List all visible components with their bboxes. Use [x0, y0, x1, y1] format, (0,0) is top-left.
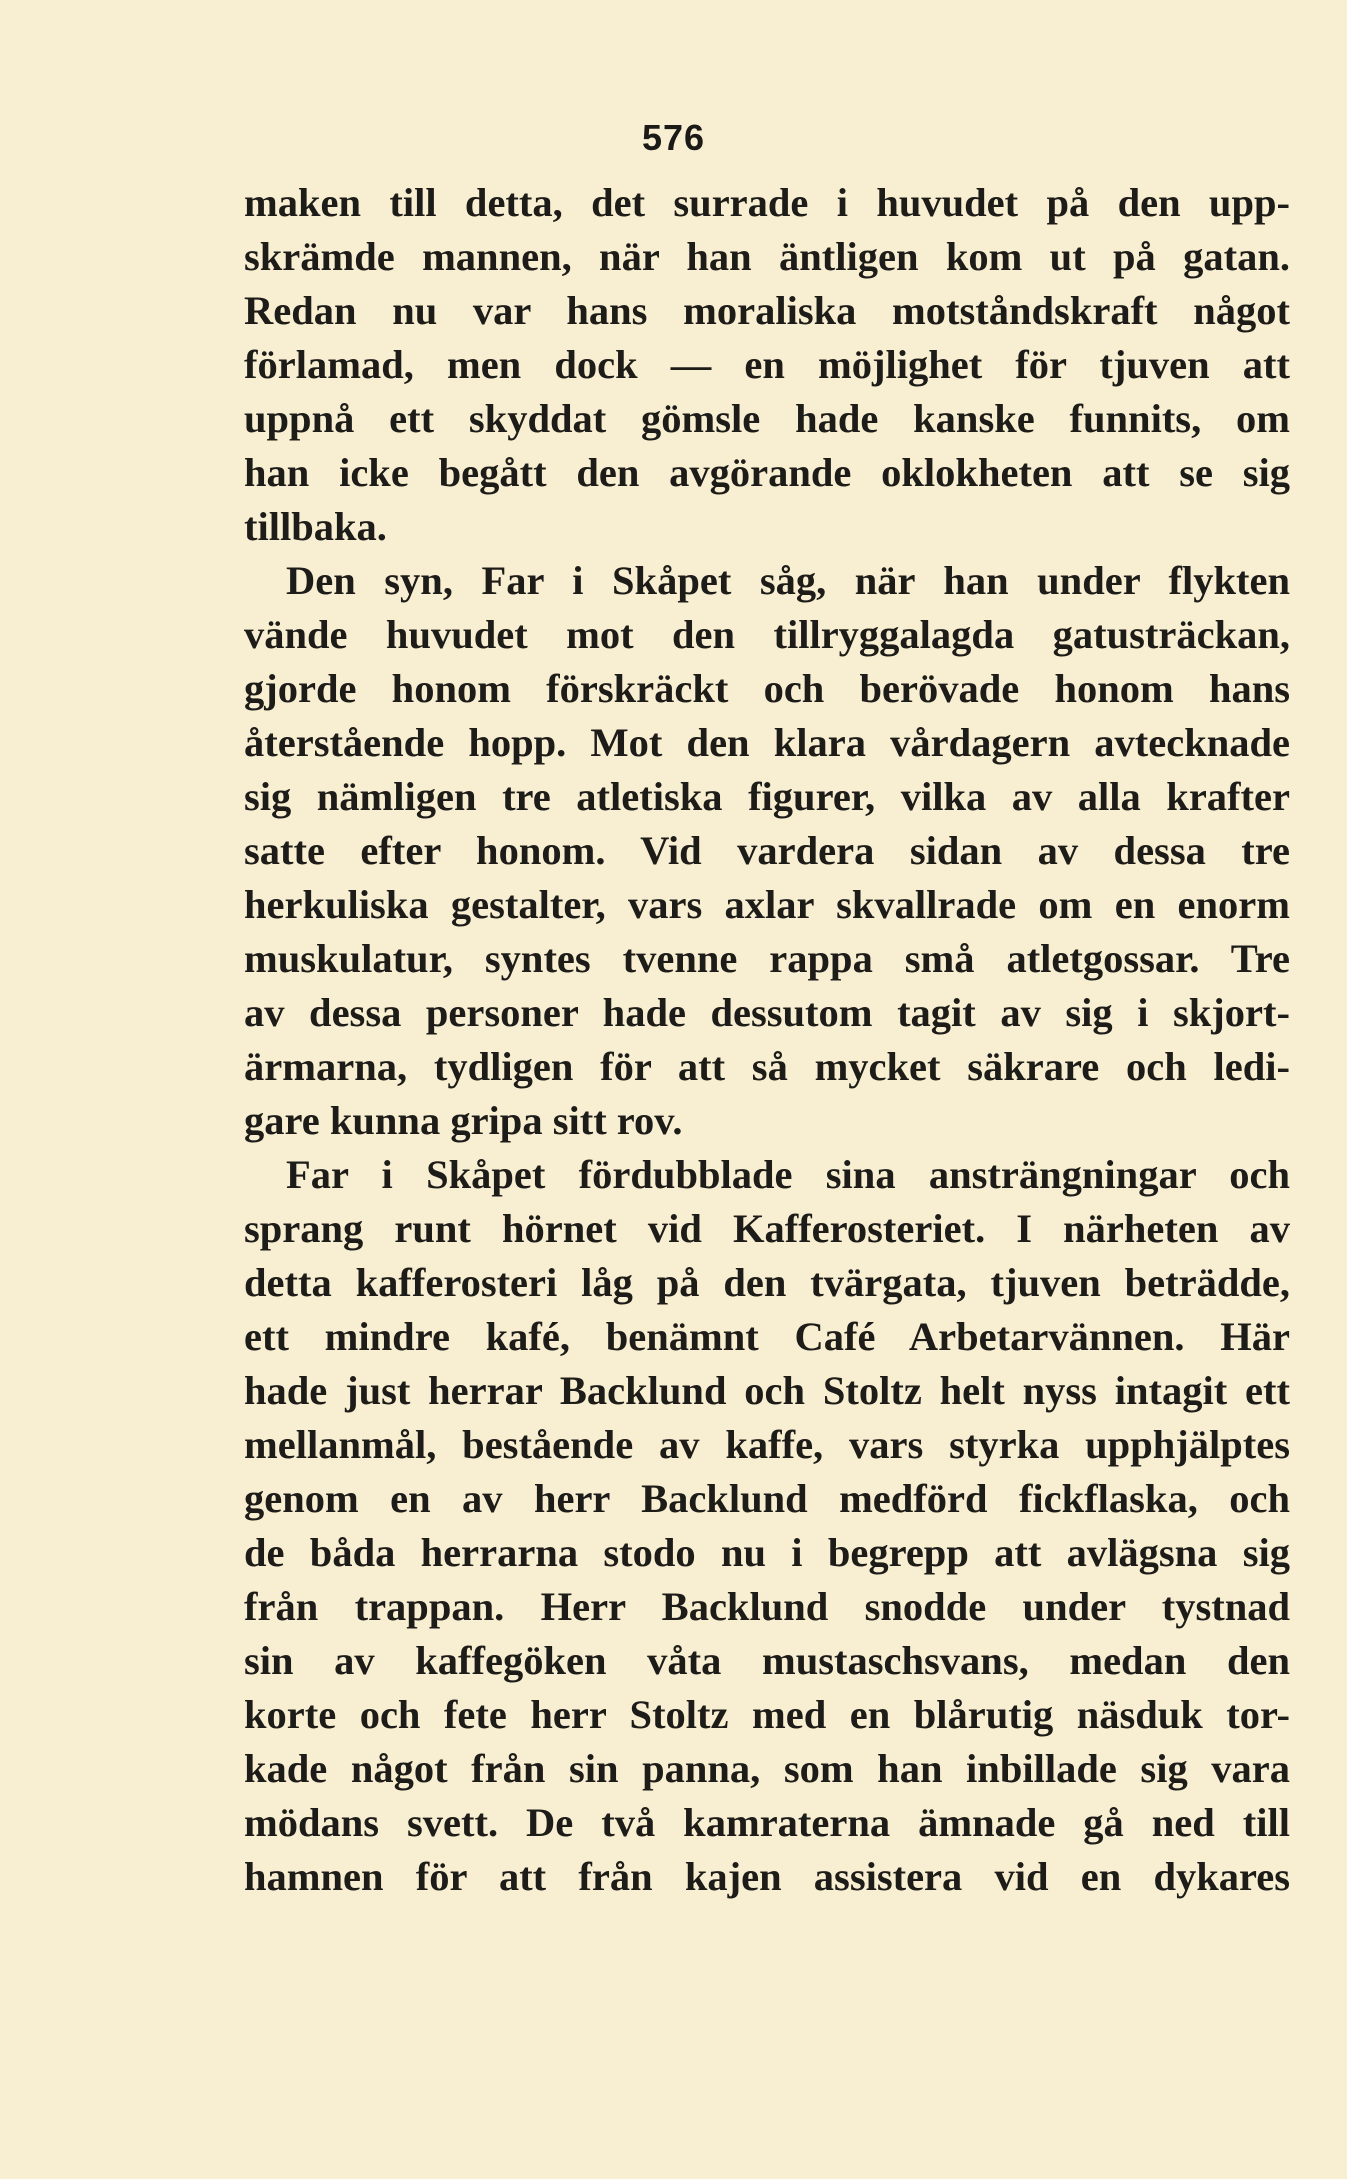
text-line: förlamad, men dock — en möjlighet för tjuven att — [244, 342, 1290, 387]
text-line: ärmarna, tydligen för att så mycket säkrare och ledi- — [244, 1044, 1290, 1089]
text-line: de båda herrarna stodo nu i begrepp att avlägsna sig — [244, 1530, 1290, 1575]
text-line: muskulatur, syntes tvenne rappa små atletgossar. Tre — [244, 936, 1290, 981]
text-line: sig nämligen tre atletiska figurer, vilka av alla krafter — [244, 774, 1290, 819]
body-text — [244, 176, 1290, 1904]
text-line: från trappan. Herr Backlund snodde under tystnad — [244, 1584, 1290, 1629]
text-line: tillbaka. — [244, 504, 387, 549]
text-line: maken till detta, det surrade i huvudet på den upp- — [244, 180, 1290, 225]
text-line: uppnå ett skyddat gömsle hade kanske funnits, om — [244, 396, 1290, 441]
text-line: hade just herrar Backlund och Stoltz helt nyss intagit ett — [244, 1368, 1290, 1413]
text-line: av dessa personer hade dessutom tagit av sig i skjort- — [244, 990, 1290, 1035]
text-line: herkuliska gestalter, vars axlar skvallrade om en enorm — [244, 882, 1290, 927]
text-line: skrämde mannen, när han äntligen kom ut på gatan. — [244, 234, 1290, 279]
text-line: återstående hopp. Mot den klara vårdagern avtecknade — [244, 720, 1290, 765]
text-line: hamnen för att från kajen assistera vid en dykares — [244, 1854, 1290, 1899]
text-line: Den syn, Far i Skåpet såg, när han under flykten — [286, 558, 1290, 603]
text-line: gjorde honom förskräckt och berövade honom hans — [244, 666, 1290, 711]
text-line: satte efter honom. Vid vardera sidan av dessa tre — [244, 828, 1290, 873]
text-line: Far i Skåpet fördubblade sina ansträngningar och — [286, 1152, 1290, 1197]
text-line: sin av kaffegöken våta mustaschsvans, medan den — [244, 1638, 1290, 1683]
page-number: 576 — [641, 117, 706, 158]
text-line: korte och fete herr Stoltz med en blårutig näsduk tor- — [244, 1692, 1290, 1737]
text-line: sprang runt hörnet vid Kafferosteriet. I närheten av — [244, 1206, 1290, 1251]
text-line: mellanmål, bestående av kaffe, vars styrka upphjälptes — [244, 1422, 1290, 1467]
text-line: Redan nu var hans moraliska motståndskraft något — [244, 288, 1290, 333]
text-line: detta kafferosteri låg på den tvärgata, tjuven beträdde, — [244, 1260, 1290, 1305]
text-line: han icke begått den avgörande oklokheten att se sig — [244, 450, 1290, 495]
text-line: mödans svett. De två kamraterna ämnade gå ned till — [244, 1800, 1290, 1845]
text-line: kade något från sin panna, som han inbillade sig vara — [244, 1746, 1290, 1791]
text-line: ett mindre kafé, benämnt Café Arbetarvännen. Här — [244, 1314, 1290, 1359]
text-line: vände huvudet mot den tillryggalagda gatusträckan, — [244, 612, 1290, 657]
text-line: gare kunna gripa sitt rov. — [244, 1098, 683, 1143]
text-line: genom en av herr Backlund medförd fickflaska, och — [244, 1476, 1290, 1521]
